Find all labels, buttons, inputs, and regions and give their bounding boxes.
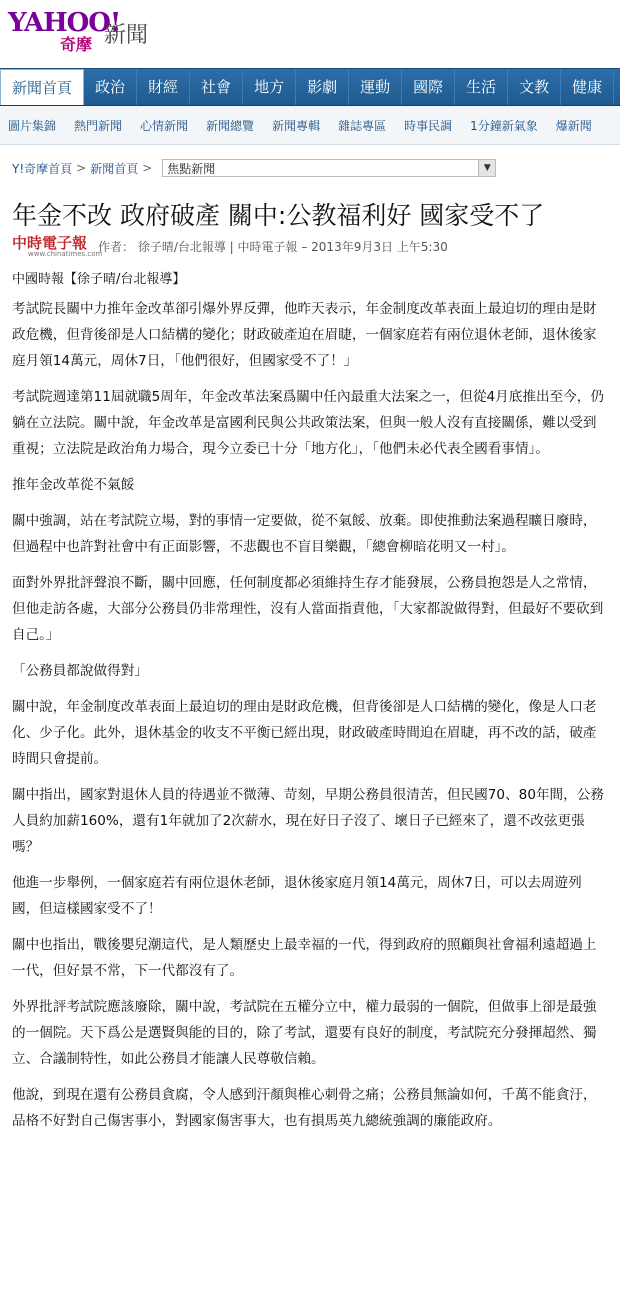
- subnav-item-poll[interactable]: 時事民調: [404, 118, 453, 133]
- breadcrumb-separator: >: [76, 161, 87, 175]
- article-paragraph: 關中強調，站在考試院立場，對的事情一定要做，從不氣餒、放棄。即使推動法案過程曠日廢時，但過程中也許對社會中有正面影響，不悲觀也不盲目樂觀，「總會柳暗花明又一村」。: [12, 513, 597, 555]
- article-body: [12, 296, 608, 1134]
- chevron-down-icon: ▼: [478, 160, 495, 176]
- subnav-item-overview[interactable]: 新聞總覽: [206, 118, 255, 133]
- article-paragraph: 他說，到現在還有公務員貪腐，令人感到汗顏與椎心刺骨之痛；公務員無論如何，千萬不能貪汙，品格不好對自己傷害事小，對國家傷害事大，也有損馬英九總統強調的廉能政府。: [12, 1087, 597, 1129]
- nav-item-international[interactable]: 國際: [402, 69, 455, 105]
- chinatimes-logo: [12, 232, 103, 260]
- nav-item-health[interactable]: 健康: [561, 69, 614, 105]
- nav-item-politics[interactable]: 政治: [84, 69, 137, 105]
- article-paragraph: 考試院長關中力推年金改革卻引爆外界反彈，他昨天表示，年金制度改革表面上最迫切的理由是財政危機，但背後卻是人口結構的變化；財政破產迫在眉睫，一個家庭若有兩位退休老師，退休後家庭月領14萬元，周休7日，「他們很好，但國家受不了！」: [12, 301, 597, 369]
- article-subheading: 推年金改革從不氣餒: [12, 477, 135, 493]
- breadcrumb: [12, 158, 496, 178]
- article-paragraph: 他進一步舉例，一個家庭若有兩位退休老師，退休後家庭月領14萬元，周休7日，可以去周遊列國，但這樣國家受不了！: [12, 875, 582, 917]
- source-site-text: www.chinatimes.com: [28, 250, 103, 258]
- nav-item-sports[interactable]: 運動: [349, 69, 402, 105]
- article-byline: 作者： 徐子晴/台北報導 | 中時電子報 – 2013年9月3日 上午5:30: [98, 239, 448, 254]
- article-subheading: 「公務員都說做得對」: [12, 663, 148, 679]
- nav-item-entertainment[interactable]: 影劇: [296, 69, 349, 105]
- nav-item-home[interactable]: 新聞首頁: [0, 69, 84, 105]
- subnav-item-breaking[interactable]: 爆新聞: [555, 118, 592, 133]
- category-dropdown-value: 焦點新聞: [167, 161, 216, 176]
- article-paragraph: 關中說，年金制度改革表面上最迫切的理由是財政危機，但背後卻是人口結構的變化，像是人口老化、少子化。此外，退休基金的收支不平衡已經出現，財政破產時間迫在眉睫，再不改的話，破產時間只會提前。: [12, 699, 597, 767]
- site-header: [0, 0, 620, 66]
- yahoo-news-logo[interactable]: [8, 8, 148, 52]
- article-paragraph: 考試院週達第11屆就職5周年，年金改革法案爲關中任內最重大法案之一，但從4月底推出至今，仍躺在立法院。關中說，年金改革是富國利民與公共政策法案，但與一般人沒有直接關係，難以受到重視；立法院是政治角力場合，現今立委已十分「地方化」，「他們未必代表全國看事情」。: [12, 389, 604, 457]
- article-paragraph: 關中指出，國家對退休人員的待遇並不微薄、苛刻，早期公務員很清苦，但民國70、80年間，公務人員約加薪160%，還有1年就加了2次薪水，現在好日子沒了、壞日子已經來了，還不改弦更張嗎？: [12, 787, 604, 855]
- breadcrumb-separator: >: [142, 161, 153, 175]
- nav-item-local[interactable]: 地方: [243, 69, 296, 105]
- logo-section-text: 新聞: [104, 23, 149, 48]
- subnav-item-photos[interactable]: 圖片集錦: [8, 118, 57, 133]
- subnav-item-magazine[interactable]: 雜誌專區: [338, 118, 387, 133]
- subnav-item-mood[interactable]: 心情新聞: [140, 118, 189, 133]
- breadcrumb-news-link[interactable]: 新聞首頁: [90, 161, 139, 176]
- subnav-item-weather[interactable]: 1分鐘新氣象: [470, 118, 538, 133]
- article-paragraph: 外界批評考試院應該廢除，關中說，考試院在五權分立中，權力最弱的一個院，但做事上卻是最強的一個院。天下爲公是選賢與能的目的，除了考試，還要有良好的制度，考試院充分發揮超然、獨立、合議制特性，如此公務員才能讓人民尊敬信賴。: [12, 999, 597, 1067]
- source-logo-text: 中時電子報: [12, 234, 88, 252]
- nav-item-life[interactable]: 生活: [455, 69, 508, 105]
- logo-yahoo-text: YAHOO!: [8, 8, 121, 38]
- subnav-item-topics[interactable]: 新聞專輯: [272, 118, 321, 133]
- category-dropdown[interactable]: [162, 159, 496, 177]
- logo-chinese-text: 奇摩: [60, 35, 93, 54]
- sub-nav: [0, 106, 620, 145]
- main-nav: [0, 68, 620, 106]
- article-paragraph: 面對外界批評聲浪不斷，關中回應，任何制度都必須維持生存才能發展，公務員抱怨是人之常情，但他走訪各處，大部分公務員仍非常理性，沒有人當面指責他，「大家都說做得對，但最好不要砍到自己。」: [12, 575, 604, 643]
- article-paragraph: 關中也指出，戰後嬰兒潮這代，是人類歷史上最幸福的一代，得到政府的照顧與社會福利遠超過上一代，但好景不常，下一代都沒有了。: [12, 937, 597, 979]
- report-line: 中國時報【徐子晴/台北報導】: [12, 272, 186, 287]
- subnav-item-hot[interactable]: 熱門新聞: [74, 118, 123, 133]
- article-meta: [12, 232, 448, 260]
- nav-item-finance[interactable]: 財經: [137, 69, 190, 105]
- nav-item-culture[interactable]: 文教: [508, 69, 561, 105]
- breadcrumb-home-link[interactable]: Y!奇摩首頁: [12, 161, 73, 176]
- article-title: 年金不改 政府破產 關中:公教福利好 國家受不了: [12, 201, 545, 230]
- nav-item-society[interactable]: 社會: [190, 69, 243, 105]
